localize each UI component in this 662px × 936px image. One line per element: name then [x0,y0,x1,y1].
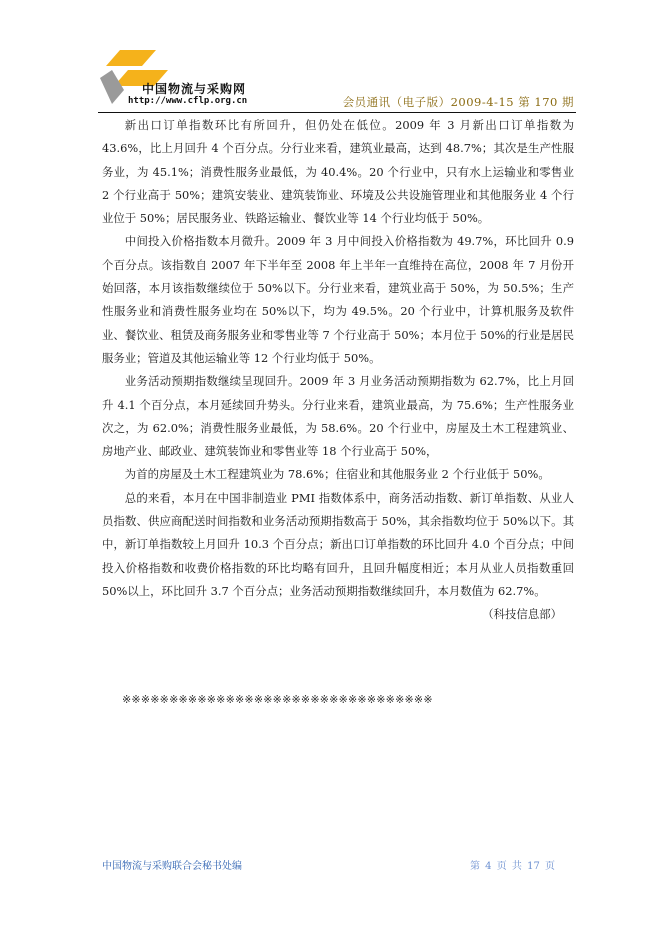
paragraph-business-expectations-cont: 为首的房屋及土木工程建筑业为 78.6%；住宿业和其他服务业 2 个行业低于 50%。 [124,467,550,482]
header-divider [98,112,576,113]
logo-title: 中国物流与采购网 [142,82,247,96]
paragraph-summary: 总的来看，本月在中国非制造业 PMI 指数体系中，商务活动指数、新订单指数、从业人员指数、供应商配送时间指数和业务活动预期指数高于 50%，其余指数均位于 50%以下。其中，新订单指数较上月回升 10.3 个百分点；新出口订单指数的环比回升 4.0 个百分点；中间投入价格指数和收费价格指数的环比均略有回升，且回升幅度相近；本月从业人员指数重回 50%以上，环比回升 3.7 个百分点；业务活动预期指数继续回升，本月数值为 62.7%。 [102,490,574,598]
article-signature: （科技信息部） [482,607,562,622]
paragraph-input-prices: 中间投入价格指数本月微升。2009 年 3 月中间投入价格指数为 49.7%，环比回升 0.9 个百分点。该指数自 2007 年下半年至 2008 年上半年一直维持在高位，2008 年 7 月份开始回落，本月该指数继续位于 50%以下。分行业来看，建筑业高于 50%，为 50.5%；生产性服务业和消费性服务业均在 50%以下，均为 49.5%。20 个行业中，计算机服务及软件业、餐饮业、租赁及商务服务业和零售业等 7 个行业高于 50%；本月位于 50%的行业是居民服务业；管道及其他运输业等 12 个行业均低于 50%。 [102,234,574,365]
logo-url[interactable]: http://www.cflp.org.cn [128,96,248,106]
paragraph-business-expectations: 业务活动预期指数继续呈现回升。2009 年 3 月业务活动预期指数为 62.7%，比上月回升 4.1 个百分点，本月延续回升势头。分行业来看，建筑业最高，为 75.6%；生产性服务业次之，为 62.0%；消费性服务业最低，为 58.6%。20 个行业中，房屋及土木工程建筑业、房地产业、邮政业、建筑装饰业和零售业等 18 个行业高于 50%， [102,374,574,459]
issue-info: 会员通讯（电子版）2009-4-15 第 170 期 [342,95,574,109]
footer-publisher: 中国物流与采购联合会秘书处编 [102,861,242,872]
article-body [102,114,574,627]
paragraph-new-export-orders: 新出口订单指数环比有所回升，但仍处在低位。2009 年 3 月新出口订单指数为 43.6%，比上月回升 4 个百分点。分行业来看，建筑业最高，达到 48.7%；其次是生产性服务业，为 45.1%；消费性服务业最低，为 40.4%。20 个行业中，只有水上运输业和零售业 2 个行业高于 50%；建筑安装业、建筑装饰业、环境及公共设施管理业和其他服务业 4 个行业位于 50%；居民服务业、铁路运输业、餐饮业等 14 个行业均低于 50%。 [102,118,574,226]
section-separator: ※※※※※※※※※※※※※※※※※※※※※※※※※※※※※※※※※ [122,693,433,706]
page-header [98,48,576,110]
footer-page-number: 第 4 页 共 17 页 [470,861,555,872]
